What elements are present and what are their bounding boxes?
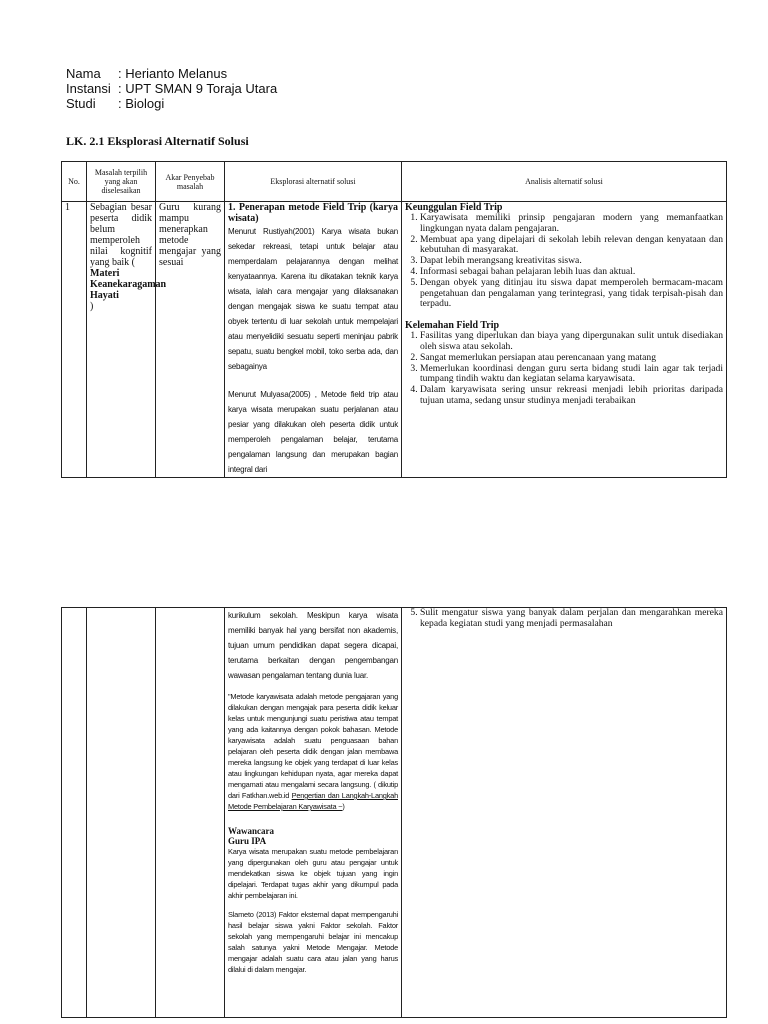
col-header-analisis: Analisis alternatif solusi [402,162,727,202]
exploration-paragraph: Menurut Rustiyah(2001) Karya wisata bukan sekedar rekreasi, tetapi untuk belajar atau memperdalam pelajarannya dengan melihat kenyataannya. Karena itu dikatakan teknik karya wisata, ialah cara mengajar yang dilaksanakan dengan mengajak siswa ke suatu tempat atau obyek tertentu di luar sekolah untuk mempelajari atau menyelidiki sesuatu seperti meninjau pabrik sepatu, suatu bengkel mobil, toko serba ada, dan sebagainya [228,227,398,371]
nama-line [66,66,227,82]
reference-link[interactable]: Pengertian dan Langkah-Langkah Metode Pembelajaran Karyawisata ~ [228,791,398,811]
problem-topic: Materi Keanekaragaman Hayati [90,268,167,301]
list-item: 1. Fasilitas yang diperlukan dan biaya yang dipergunakan sulit untuk disediakan oleh siswa atau sekolah. [420,331,723,353]
studi-line [66,96,164,112]
analysis-cell [402,608,727,1018]
solution-table [61,161,727,478]
root-cause-cell-empty [156,608,225,1018]
list-item: 4. Informasi sebagai bahan pelajaran lebih luas dan aktual. [420,267,723,278]
exploration-paragraph: Karya wisata merupakan suatu metode pembelajaran yang dipergunakan oleh guru atau pengajar untuk mendekatkan siswa ke objek tujuan yang ingin dipelajari. Terdapat tugas akhir yang dikumpul pada akhir pembelajaran ini. [228,847,398,900]
reference-end: ) [342,802,345,811]
exploration-paragraph [228,691,398,812]
list-item: 3. Memerlukan koordinasi dengan guru serta bidang studi lain agar tak terjadi tumpang tindih waktu dan kegiatan selama karyawisata. [420,364,723,386]
problem-end: ) [90,301,94,312]
table-row [62,202,727,478]
interview-subject: Guru IPA [228,836,267,846]
exploration-paragraph: Menurut Mulyasa(2005) , Metode field trip atau karya wisata merupakan suatu perjalanan atau pesiar yang dilakukan oleh peserta didik untuk memperoleh pengalaman belajar, terutama pengalaman langsung dan merupakan bagian integral dari [228,390,398,474]
studi-label: Studi [66,96,96,111]
problem-text: Sebagian besar peserta didik belum memperoleh nilai kognitif yang baik ( [90,202,152,268]
col-header-masalah: Masalah terpilih yang akan diselesaikan [87,162,156,202]
col-header-no: No. [62,162,87,202]
advantages-list [405,213,723,310]
exploration-paragraph: kurikulum sekolah. Meskipun karya wisata memiliki banyak hal yang bersifat non akademis, tujuan umum pendidikan dapat segera dicapai, terutama berkaitan dengan pengembangan wawasan pengalaman tentang dunia luar. [228,611,398,680]
advantages-title: Keunggulan Field Trip [405,202,503,213]
exploration-cell [225,608,402,1018]
table-header-row [62,162,727,202]
solution-table-continued [61,607,727,1018]
problem-cell [87,202,167,478]
weaknesses-title: Kelemahan Field Trip [405,320,500,332]
root-cause-cell: Guru kurang mampu menerapkan metode mengajar yang sesuai [156,202,225,478]
list-item: 1. Karyawisata memiliki prinsip pengajaran modern yang memanfaatkan lingkungan nyata dalam pengajaran. [420,213,723,235]
studi-value: : Biologi [118,96,165,111]
exploration-quote: "Metode karyawisata adalah metode pengajaran yang dilakukan dengan mengajak para peserta didik keluar kelas untuk mengunjungi suatu peristiwa atau tempat yang ada kaitannya dengan pokok bahasan. Metode karyawisata adalah suatu penguasaan bahan pelajaran oleh peserta didik dengan jalan membawa mereka langsung ke objek yang terdapat di luar kelas atau lingkungan kehidupan nyata, agar mereka dapat mengamati atau mengalami secara langsung. ( dikutip dari Fatkhan.web.id [228,692,398,800]
exploration-title: 1. Penerapan metode Field Trip (karya wisata) [228,202,398,224]
instansi-line [66,81,277,97]
row-number: 1 [62,202,87,478]
list-item: 2. Membuat apa yang dipelajari di sekolah lebih relevan dengan kenyataan dan kebutuhan di masyarakat. [420,235,723,257]
analysis-cell [402,202,727,478]
problem-cell-empty [87,608,156,1018]
weaknesses-list-continued [405,608,723,630]
list-item: 2. Sangat memerlukan persiapan atau perencanaan yang matang [420,353,723,364]
list-item: 4. Dalam karyawisata sering unsur rekreasi menjadi lebih prioritas daripada tujuan utama, sedang unsur studinya menjadi terabaikan [420,385,723,407]
instansi-value: : UPT SMAN 9 Toraja Utara [118,81,278,96]
list-item: 5. Dengan obyek yang ditinjau itu siswa dapat memperoleh bermacam-macam pengetahuan dan pengalaman yang terintegrasi, yang tidak terpisah-pisah dan terpadu. [420,278,723,310]
list-item: 5. Sulit mengatur siswa yang banyak dalam perjalan dan mengarahkan mereka kepada kegiatan studi yang menjadi permasalahan [420,608,723,630]
interview-title: Wawancara [228,826,274,836]
row-number-empty [62,608,87,1018]
exploration-paragraph: Slameto (2013) Faktor eksternal dapat mempengaruhi hasil belajar siswa yakni Faktor sekolah. Faktor sekolah yang mempengaruhi belajar ini mencakup salah satunya yakni Metode Mengajar. Metode mengajar adalah suatu cara atau jalan yang harus dilalui di dalam mengajar. [228,910,398,974]
nama-value: : Herianto Melanus [118,66,228,81]
col-header-akar: Akar Penyebab masalah [156,162,225,202]
list-item: 3. Dapat lebih merangsang kreativitas siswa. [420,256,723,267]
page-title: LK. 2.1 Eksplorasi Alternatif Solusi [66,134,249,148]
table-row [62,608,727,1018]
instansi-label: Instansi [66,81,111,96]
weaknesses-list [405,331,723,407]
exploration-cell [225,202,402,478]
nama-label: Nama [66,66,101,81]
col-header-eksplorasi: Eksplorasi alternatif solusi [225,162,402,202]
